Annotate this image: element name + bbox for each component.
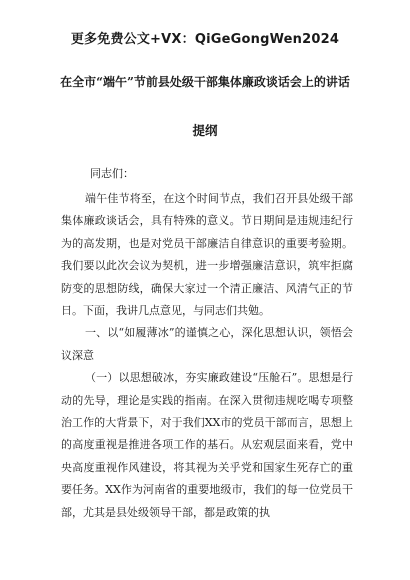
document-title: 在全市“端午”节前县处级干部集体廉政谈话会上的讲话 [60, 75, 350, 89]
body-text [61, 188, 353, 524]
paragraph-intro: 端午佳节将至，在这个时间节点，我们召开县处级干部集体廉政谈话会，具有特殊的意义。节日期间是违规违纪行为的高发期，也是对党员干部廉洁自律意识的重要考验期。我们要以此次会议为契机，进一步增强廉洁意识，筑牢拒腐防变的思想防线，确保大家过一个清正廉洁、风清气正的节日。下面，我讲几点意见，与同志们共勉。 [61, 192, 353, 318]
watermark-text: 更多免费公文+VX：QiGeGongWen2024 [70, 32, 340, 47]
paragraph-subsection-1: （一）以思想破冰，夯实廉政建设“压舱石”。思想是行动的先导，理论是实践的指南。在深入贯彻违规吃喝专项整治工作的大背景下，对于我们XX市的党员干部而言，思想上的高度重视是推进各项工作的基石。从宏观层面来看，党中央高度重视作风建设，将其视为关乎党和国家生死存亡的重要任务。XX作为河南省的重要地级市，我们的每一位党员干部，尤其是县处级领导干部，都是政策的执 [61, 371, 353, 519]
document-subtitle: 提纲 [192, 123, 218, 138]
salutation: 同志们： [90, 167, 134, 180]
section-heading-1: 一、以“如履薄冰”的谨慎之心，深化思想认识，领悟会议深意 [61, 326, 353, 362]
